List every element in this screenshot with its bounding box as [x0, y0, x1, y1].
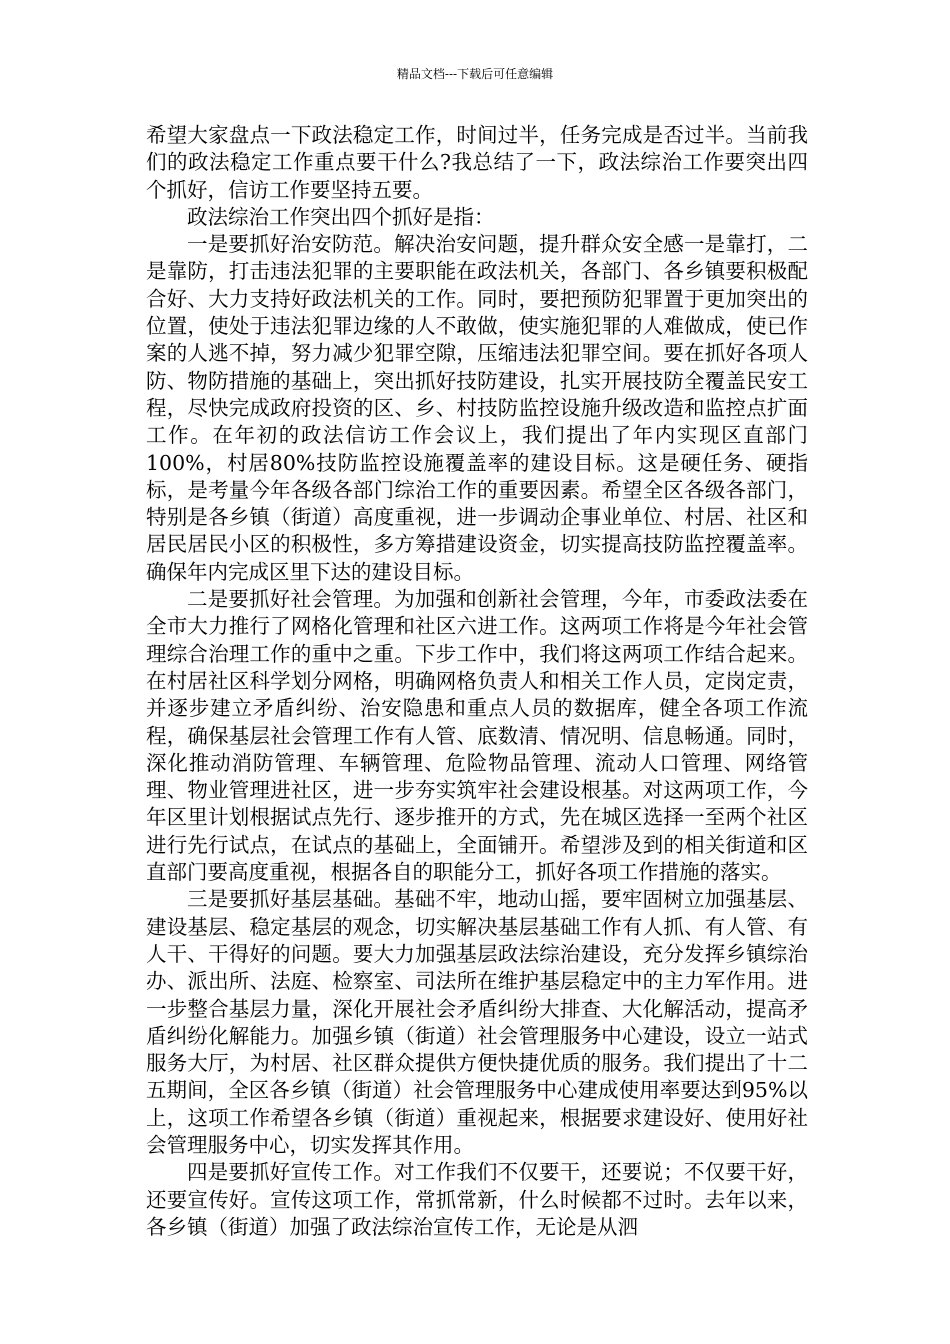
paragraph-intro: 希望大家盘点一下政法稳定工作，时间过半，任务完成是否过半。当前我们的政法稳定工作重点要干什么?我总结了一下，政法综治工作要突出四个抓好，信访工作要坚持五要。	[146, 123, 808, 202]
paragraph-public-security: 一是要抓好治安防范。解决治安问题，提升群众安全感一是靠打，二是靠防，打击违法犯罪的主要职能在政法机关，各部门、各乡镇要积极配合好、大力支持好政法机关的工作。同时，要把预防犯罪置于更加突出的位置，使处于违法犯罪边缘的人不敢做，使实施犯罪的人难做成，使已作案的人逃不掉，努力减少犯罪空隙，压缩违法犯罪空间。要在抓好各项人防、物防措施的基础上，突出抓好技防建设，扎实开展技防全覆盖民安工程，尽快完成政府投资的区、乡、村技防监控设施升级改造和监控点扩面工作。在年初的政法信访工作会议上，我们提出了年内实现区直部门100%，村居80%技防监控设施覆盖率的建设目标。这是硬任务、硬指标，是考量今年各级各部门综治工作的重要因素。希望全区各级各部门，特别是各乡镇（街道）高度重视，进一步调动企事业单位、村居、社区和居民居民小区的积极性，多方筹措建设资金，切实提高技防监控覆盖率。确保年内完成区里下达的建设目标。	[146, 232, 808, 584]
paragraph-grassroots: 三是要抓好基层基础。基础不牢，地动山摇，要牢固树立加强基层、建设基层、稳定基层的观念，切实解决基层基础工作有人抓、有人管、有人干、干得好的问题。要大力加强基层政法综治建设，充分发挥乡镇综治办、派出所、法庭、检察室、司法所在维护基层稳定中的主力军作用。进一步整合基层力量，深化开展社会矛盾纠纷大排查、大化解活动，提高矛盾纠纷化解能力。加强乡镇（街道）社会管理服务中心建设，设立一站式服务大厅，为村居、社区群众提供方便快捷优质的服务。我们提出了十二五期间，全区各乡镇（街道）社会管理服务中心建成使用率要达到95%以上，这项工作希望各乡镇（街道）重视起来，根据要求建设好、使用好社会管理服务中心，切实发挥其作用。	[146, 887, 808, 1157]
paragraph-four-priorities-heading: 政法综治工作突出四个抓好是指：	[187, 204, 495, 229]
document-body	[146, 122, 808, 1241]
header-text: 精品文档---下载后可任意编辑	[396, 67, 554, 81]
page-header	[0, 66, 950, 82]
paragraph-social-management: 二是要抓好社会管理。为加强和创新社会管理，今年，市委政法委在全市大力推行了网格化管理和社区六进工作。这两项工作将是今年社会管理综合治理工作的重中之重。下步工作中，我们将这两项工作结合起来。在村居社区科学划分网格，明确网格负责人和相关工作人员，定岗定责，并逐步建立矛盾纠纷、治安隐患和重点人员的数据库，健全各项工作流程，确保基层社会管理工作有人管、底数清、情况明、信息畅通。同时，深化推动消防管理、车辆管理、危险物品管理、流动人口管理、网络管理、物业管理进社区，进一步夯实筑牢社会建设根基。对这两项工作，今年区里计划根据试点先行、逐步推开的方式，先在城区选择一至两个社区进行先行试点，在试点的基础上，全面铺开。希望涉及到的相关街道和区直部门要高度重视，根据各自的职能分工，抓好各项工作措施的落实。	[146, 587, 808, 885]
paragraph-publicity: 四是要抓好宣传工作。对工作我们不仅要干，还要说；不仅要干好，还要宣传好。宣传这项工作，常抓常新，什么时候都不过时。去年以来，各乡镇（街道）加强了政法综治宣传工作，无论是从泗	[146, 1160, 808, 1239]
